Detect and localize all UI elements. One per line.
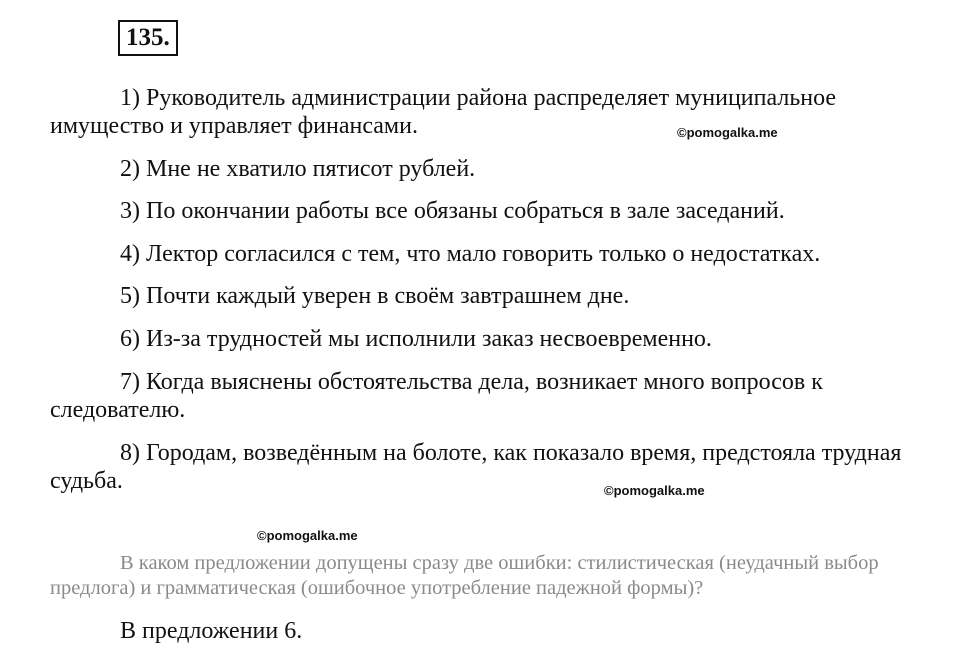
task-number: 135. (118, 20, 178, 56)
answer-text: В предложении 6. (120, 618, 303, 644)
sentence-7: 7) Когда выяснены обстоятельства дела, возникает много вопросов к следователю. (50, 369, 823, 423)
watermark-3: ©pomogalka.me (257, 528, 358, 543)
question-text: В каком предложении допущены сразу две ошибки: стилистическая (неудачный выбор предлога) и грамматическая (ошибочное употребление падежной формы)? (50, 552, 879, 599)
sentence-8: 8) Городам, возведённым на болоте, как показало время, предстояла трудная судьба. (50, 440, 902, 494)
sentence-5: 5) Почти каждый уверен в своём завтрашнем дне. (120, 283, 630, 309)
sentence-6: 6) Из-за трудностей мы исполнили заказ несвоевременно. (120, 326, 712, 352)
sentence-2: 2) Мне не хватило пятисот рублей. (120, 156, 476, 182)
watermark-2: ©pomogalka.me (604, 483, 705, 498)
sentence-3: 3) По окончании работы все обязаны собраться в зале заседаний. (120, 198, 785, 224)
sentence-4: 4) Лектор согласился с тем, что мало говорить только о недостатках. (120, 241, 821, 267)
sentence-1: 1) Руководитель администрации района распределяет муниципальное имущество и управляет финансами. (50, 85, 837, 139)
watermark-1: ©pomogalka.me (677, 125, 778, 140)
